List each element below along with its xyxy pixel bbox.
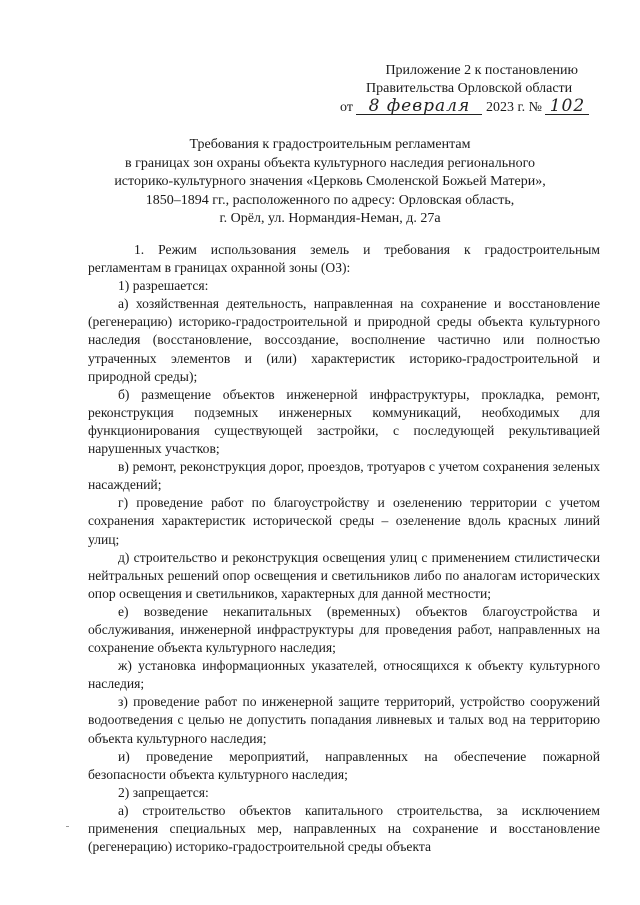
appendix-header [340, 62, 586, 117]
list-item-zh: ж) установка информационных указателей, относящихся к объекту культурного наследия; [88, 658, 600, 692]
title-line-3: историко-культурного значения «Церковь Смоленской Божьей Матери», [114, 174, 546, 189]
title-line-1: Требования к градостроительным регламентам [189, 137, 471, 152]
handwritten-date: 8 февраля [356, 98, 482, 115]
scan-speck [66, 826, 69, 827]
title-line-5: г. Орёл, ул. Нормандия-Неман, д. 27а [219, 211, 441, 226]
document-title [80, 136, 580, 229]
list-item-a: а) хозяйственная деятельность, направленная на сохранение и восстановление (регенерацию) историко-градостроительной и природной среды объекта культурного наследия (восстановление, воссоздание, восполнение частично или полностью утраченных элементов и (или) характеристик историко-градостроительной и природной среды); [88, 296, 600, 384]
list-item-b: б) размещение объектов инженерной инфраструктуры, прокладка, ремонт, реконструкция подземных инженерных коммуникаций, необходимых для функционирования существующей застройки, с последующей рекультивацией нарушенных участков; [88, 386, 600, 457]
appendix-line-1: Приложение 2 к постановлению [385, 63, 578, 78]
year-and-number-label: 2023 г. № [485, 100, 542, 115]
list-item-i: и) проведение мероприятий, направленных на обеспечение пожарной безопасности объекта культурного наследия; [88, 748, 600, 782]
handwritten-number: 102 [545, 98, 589, 115]
paragraph-prohibited-heading: 2) запрещается: [118, 784, 209, 800]
list-item-d: д) строительство и реконструкция освещения улиц с применением стилистически нейтральных решений опор освещения и светильников либо по аналогам исторических опор освещения и светильников, характерных для данной местности; [88, 549, 600, 601]
list-item-g: г) проведение работ по благоустройству и озеленению территории с учетом сохранения характеристик исторической среды – озеленение вдоль красных линий улиц; [88, 495, 600, 547]
list-item-v: в) ремонт, реконструкция дорог, проездов, тротуаров с учетом сохранения зеленых насаждений; [88, 459, 600, 493]
title-line-2: в границах зон охраны объекта культурного наследия регионального [125, 155, 535, 171]
appendix-date-line [340, 96, 586, 117]
paragraph-regime: 1. Режим использования земель и требования к градостроительным регламентам в границах охранной зоны (ОЗ): [88, 242, 600, 276]
appendix-line-2: Правительства Орловской области [366, 81, 573, 96]
document-body [88, 241, 600, 856]
list-item-z: з) проведение работ по инженерной защите территорий, устройство сооружений водоотведения с целью не допустить попадания ливневых и талых вод на территорию объекта культурного наследия; [88, 694, 600, 746]
from-prefix: от [340, 100, 353, 115]
title-line-4: 1850–1894 гг., расположенного по адресу: Орловская область, [145, 192, 515, 208]
list-item-e: е) возведение некапитальных (временных) объектов благоустройства и обслуживания, инженерной инфраструктуры для проведения работ, направленных на сохранение объекта культурного наследия; [88, 603, 600, 656]
list-item-prohibited-a: а) строительство объектов капитального строительства, за исключением применения специальных мер, направленных на сохранение и восстановление (регенерацию) историко-градостроительной среды объекта [88, 802, 600, 855]
paragraph-allowed-heading: 1) разрешается: [118, 278, 209, 294]
